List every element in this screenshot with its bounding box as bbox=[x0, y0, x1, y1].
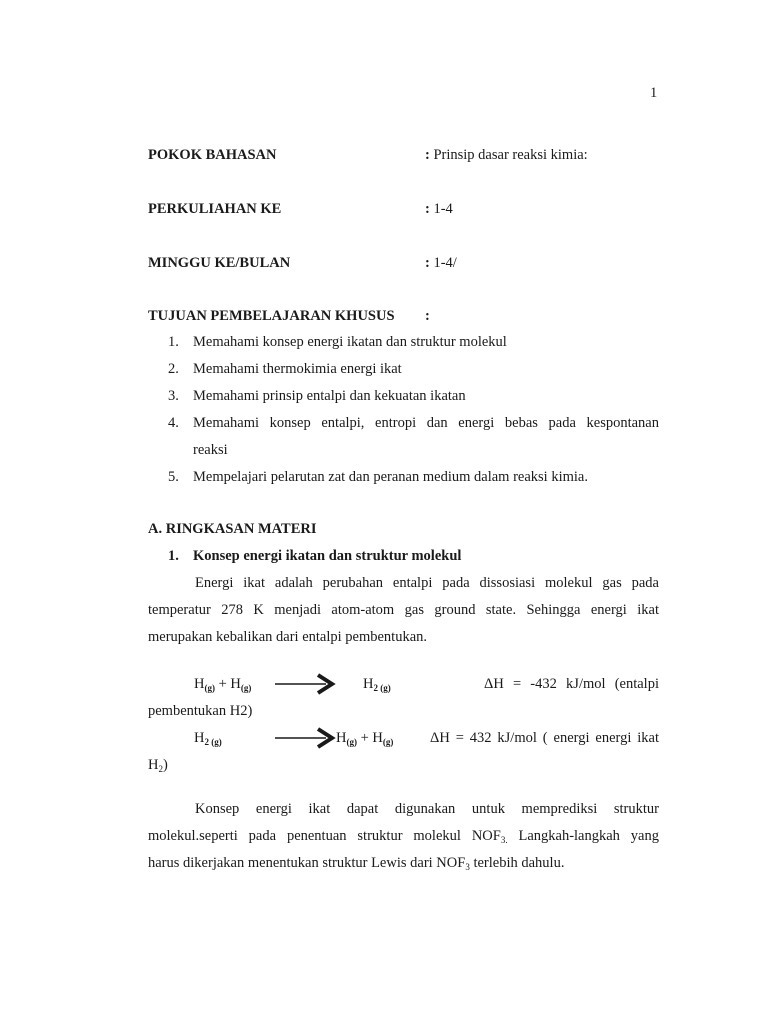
equation-2-products bbox=[336, 730, 393, 747]
paragraph-line: Konsep energi ikat dapat digunakan untuk memprediksi struktur bbox=[195, 801, 659, 817]
equation-1-enthalpy: ΔH = -432 kJ/mol (entalpi bbox=[484, 676, 659, 692]
lecture-text: 1-4 bbox=[433, 201, 453, 217]
text: Langkah-langkah yang bbox=[507, 828, 659, 844]
section-heading: A. RINGKASAN MATERI bbox=[148, 521, 317, 537]
hydrogen-symbol: H bbox=[363, 676, 374, 692]
equation-2-note bbox=[148, 757, 168, 774]
objective-text: Memahami prinsip entalpi dan kekuatan ikatan bbox=[193, 388, 466, 404]
closing-paren: ) bbox=[162, 757, 168, 773]
objective-text: Memahami thermokimia energi ikat bbox=[193, 361, 402, 377]
hydrogen-symbol: H bbox=[148, 757, 159, 773]
week-value bbox=[425, 255, 457, 272]
equation-1-product bbox=[363, 676, 391, 693]
gas-state: (g) bbox=[346, 737, 357, 747]
reaction-arrow-icon bbox=[274, 727, 336, 749]
topic-value bbox=[425, 147, 588, 164]
objective-num: 1. bbox=[168, 334, 179, 350]
molecule-state: 2 (g) bbox=[204, 737, 222, 747]
week-label: MINGGU KE/BULAN bbox=[148, 255, 291, 271]
topic-label: POKOK BAHASAN bbox=[148, 147, 277, 163]
subscript: 2 bbox=[158, 764, 163, 774]
objective-text-continuation: reaksi bbox=[193, 442, 228, 458]
gas-state: (g) bbox=[204, 683, 215, 693]
equation-1-reactants bbox=[194, 676, 251, 693]
subsection-title: Konsep energi ikatan dan struktur molekul bbox=[193, 548, 462, 564]
objective-text: Mempelajari pelarutan zat dan peranan medium dalam reaksi kimia. bbox=[193, 469, 588, 485]
colon: : bbox=[425, 147, 430, 163]
objective-text: Memahami konsep energi ikatan dan struktur molekul bbox=[193, 334, 507, 350]
objectives-heading: TUJUAN PEMBELAJARAN KHUSUS bbox=[148, 308, 395, 324]
reaction-arrow-icon bbox=[274, 673, 336, 695]
text: molekul.seperti pada penentuan struktur molekul NOF bbox=[148, 828, 501, 844]
paragraph-line: temperatur 278 K menjadi atom-atom gas ground state. Sehingga energi ikat bbox=[148, 602, 659, 618]
paragraph-line bbox=[148, 855, 564, 872]
gas-state: (g) bbox=[240, 683, 252, 693]
subsection-number: 1. bbox=[168, 548, 179, 564]
paragraph-line: Energi ikat adalah perubahan entalpi pada dissosiasi molekul gas pada bbox=[195, 575, 659, 591]
hydrogen-symbol: H bbox=[194, 730, 205, 746]
paragraph-line bbox=[148, 828, 659, 845]
paragraph-line: merupakan kebalikan dari entalpi pembentukan. bbox=[148, 629, 428, 645]
equation-1-note: pembentukan H2) bbox=[148, 703, 253, 719]
gas-state: (g) bbox=[382, 737, 394, 747]
hydrogen-symbol: H bbox=[372, 730, 383, 746]
subscript: 3. bbox=[500, 835, 508, 845]
hydrogen-symbol: H bbox=[194, 676, 205, 692]
equation-2-enthalpy: ΔH = 432 kJ/mol ( energi energi ikat bbox=[430, 730, 659, 746]
objective-num: 2. bbox=[168, 361, 179, 377]
objective-num: 3. bbox=[168, 388, 179, 404]
page-number: 1 bbox=[650, 85, 658, 101]
colon: : bbox=[425, 255, 430, 271]
lecture-label: PERKULIAHAN KE bbox=[148, 201, 282, 217]
plus-sign: + bbox=[356, 730, 373, 746]
hydrogen-symbol: H bbox=[336, 730, 347, 746]
hydrogen-symbol: H bbox=[230, 676, 241, 692]
colon: : bbox=[425, 201, 430, 217]
molecule-state: 2 (g) bbox=[373, 683, 391, 693]
subscript: 3 bbox=[465, 862, 470, 872]
week-text: 1-4/ bbox=[433, 255, 457, 271]
text: harus dikerjakan menentukan struktur Lewis dari NOF bbox=[148, 855, 466, 871]
objective-text: Memahami konsep entalpi, entropi dan energi bebas pada kespontanan bbox=[193, 415, 659, 431]
lecture-value bbox=[425, 201, 453, 218]
objectives-colon: : bbox=[425, 308, 430, 324]
equation-2-reactant bbox=[194, 730, 222, 747]
text: terlebih dahulu. bbox=[469, 855, 565, 871]
objective-num: 5. bbox=[168, 469, 179, 485]
topic-text: Prinsip dasar reaksi kimia: bbox=[433, 147, 588, 163]
plus-sign: + bbox=[214, 676, 231, 692]
objective-num: 4. bbox=[168, 415, 179, 431]
